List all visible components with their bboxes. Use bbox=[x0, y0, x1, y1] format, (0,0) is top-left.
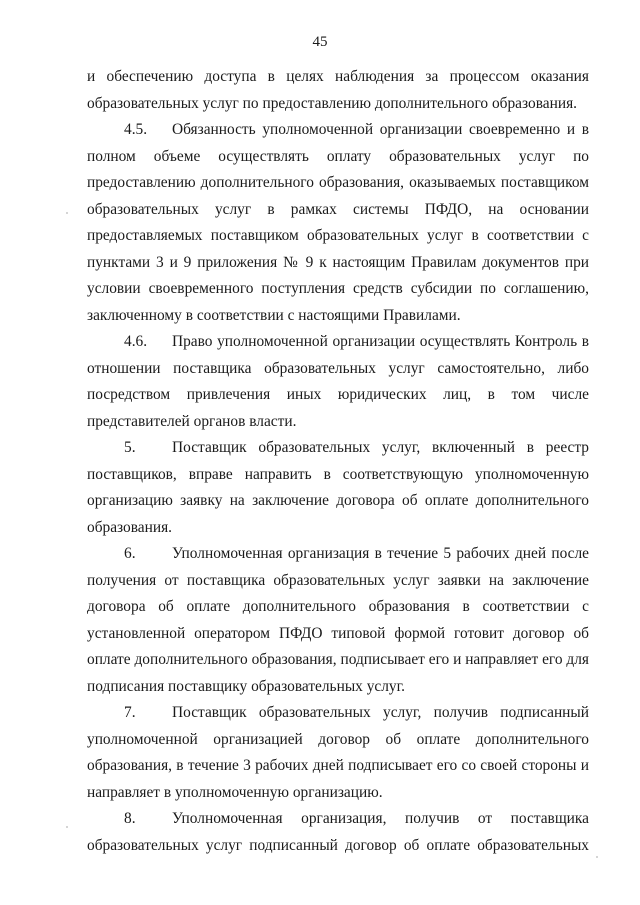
paragraph-text: Поставщик образовательных услуг, включенный в реестр поставщиков, вправе направить в соответствующую уполномоченную организацию заявку на заключение договора об оплате дополнительного образования. bbox=[87, 439, 589, 536]
paragraph-text: Поставщик образовательных услуг, получив подписанный уполномоченной организацией договор об оплате дополнительного образования, в течение 3 рабочих дней подписывает его со своей стороны и направляет в уполномоченную организацию. bbox=[87, 704, 589, 801]
paragraph-4-5 bbox=[87, 117, 589, 329]
paragraph-number: 6. bbox=[124, 545, 136, 562]
paragraph-7 bbox=[87, 700, 589, 806]
paragraph-number: 5. bbox=[124, 439, 136, 456]
paragraph-8 bbox=[87, 806, 589, 859]
scan-speck bbox=[596, 856, 598, 858]
paragraph-text: Обязанность уполномоченной организации своевременно и в полном объеме осуществлять оплату образовательных услуг по предоставлению дополнительного образования, оказываемых поставщиком образовательных услуг в рамках системы ПФДО, на основании предоставляемых поставщиком образовательных услуг в соответствии с пунктами 3 и 9 приложения № 9 к настоящим Правилам документов при условии своевременного поступления средств субсидии по соглашению, заключенному в соответствии с настоящими Правилами. bbox=[87, 121, 589, 324]
paragraph-number: 7. bbox=[124, 704, 136, 721]
paragraph-number: 8. bbox=[124, 810, 136, 827]
paragraph-number: 4.6. bbox=[124, 333, 148, 350]
paragraph-text: Право уполномоченной организации осуществлять Контроль в отношении поставщика образовательных услуг самостоятельно, либо посредством привлечения иных юридических лиц, в том числе представителей органов власти. bbox=[87, 333, 589, 430]
paragraph-continuation bbox=[87, 64, 589, 117]
document-body bbox=[87, 64, 589, 859]
paragraph-text: Уполномоченная организация, получив от поставщика образовательных услуг подписанный договор об оплате образовательных bbox=[87, 810, 589, 854]
paragraph-6 bbox=[87, 541, 589, 700]
scan-speck bbox=[66, 212, 68, 214]
paragraph-text: и обеспечению доступа в целях наблюдения за процессом оказания образовательных услуг по предоставлению дополнительного образования. bbox=[87, 68, 589, 112]
page-number: 45 bbox=[312, 34, 328, 50]
paragraph-text: Уполномоченная организация в течение 5 рабочих дней после получения от поставщика образовательных услуг заявки на заключение договора об оплате дополнительного образования в соответствии с установленной оператором ПФДО типовой формой готовит договор об оплате дополнительного образования, подписывает его и направляет его для подписания поставщику образовательных услуг. bbox=[87, 545, 589, 695]
paragraph-number: 4.5. bbox=[124, 121, 148, 138]
paragraph-4-6 bbox=[87, 329, 589, 435]
scan-speck bbox=[66, 826, 68, 828]
paragraph-5 bbox=[87, 435, 589, 541]
